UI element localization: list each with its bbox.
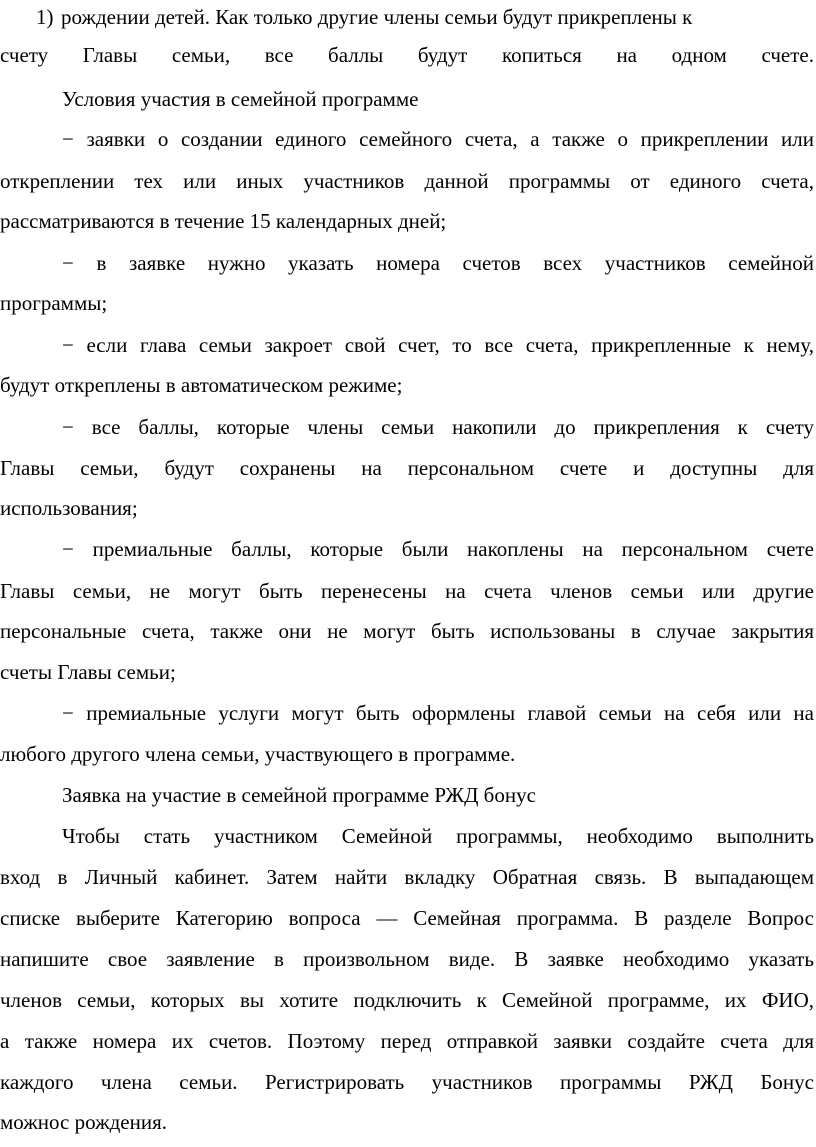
text-line: а также номера их счетов. Поэтому перед отправкой заявки создайте счета для — [0, 1029, 814, 1053]
text-line: Главы семьи, не могут быть перенесены на счета членов семьи или другие — [0, 579, 814, 603]
text-line: можнос рождения. — [0, 1110, 167, 1134]
section-heading-application: Заявка на участие в семейной программе РЖД бонус — [62, 783, 536, 807]
text-line: Чтобы стать участником Семейной программы, необходимо выполнить — [62, 824, 814, 848]
text-line: напишите свое заявление в произвольном виде. В заявке необходимо указать — [0, 947, 814, 971]
text-line: − в заявке нужно указать номера счетов всех участников семейной — [62, 251, 814, 275]
text-line: − премиальные услуги могут быть оформлены главой семьи на себя или на — [62, 701, 814, 725]
list-item-text: рождении детей. Как только другие члены семьи будут прикреплены к — [61, 5, 693, 29]
text-line: − премиальные баллы, которые были накоплены на персональном счете — [62, 537, 814, 561]
text-line: откреплении тех или иных участников данной программы от единого счета, — [0, 169, 814, 193]
text-line: каждого члена семьи. Регистрировать участников программы РЖД Бонус — [0, 1070, 814, 1094]
text-line: − если глава семьи закроет свой счет, то все счета, прикрепленные к нему, — [62, 333, 814, 357]
text-line: использования; — [0, 496, 138, 520]
text-line: Главы семьи, будут сохранены на персональном счете и доступны для — [0, 456, 814, 480]
text-line: рассматриваются в течение 15 календарных дней; — [0, 209, 447, 233]
text-line: − заявки о создании единого семейного счета, а также о прикреплении или — [62, 127, 814, 151]
text-line: счету Главы семьи, все баллы будут копиться на одном счете. — [0, 43, 814, 67]
text-line: любого другого члена семьи, участвующего в программе. — [0, 742, 516, 766]
text-line: программы; — [0, 291, 108, 315]
list-number: 1) — [36, 5, 54, 29]
text-line: вход в Личный кабинет. Затем найти вкладку Обратная связь. В выпадающем — [0, 865, 814, 889]
list-item-1 — [0, 3, 814, 31]
section-heading-conditions: Условия участия в семейной программе — [62, 87, 419, 111]
text-line: счеты Главы семьи; — [0, 660, 176, 684]
text-line: списке выберите Категорию вопроса — Семейная программа. В разделе Вопрос — [0, 906, 814, 930]
text-line: − все баллы, которые члены семьи накопили до прикрепления к счету — [62, 415, 814, 439]
text-line: членов семьи, которых вы хотите подключить к Семейной программе, их ФИО, — [0, 988, 814, 1012]
text-line: персональные счета, также они не могут быть использованы в случае закрытия — [0, 619, 814, 643]
text-line: будут откреплены в автоматическом режиме; — [0, 373, 403, 397]
